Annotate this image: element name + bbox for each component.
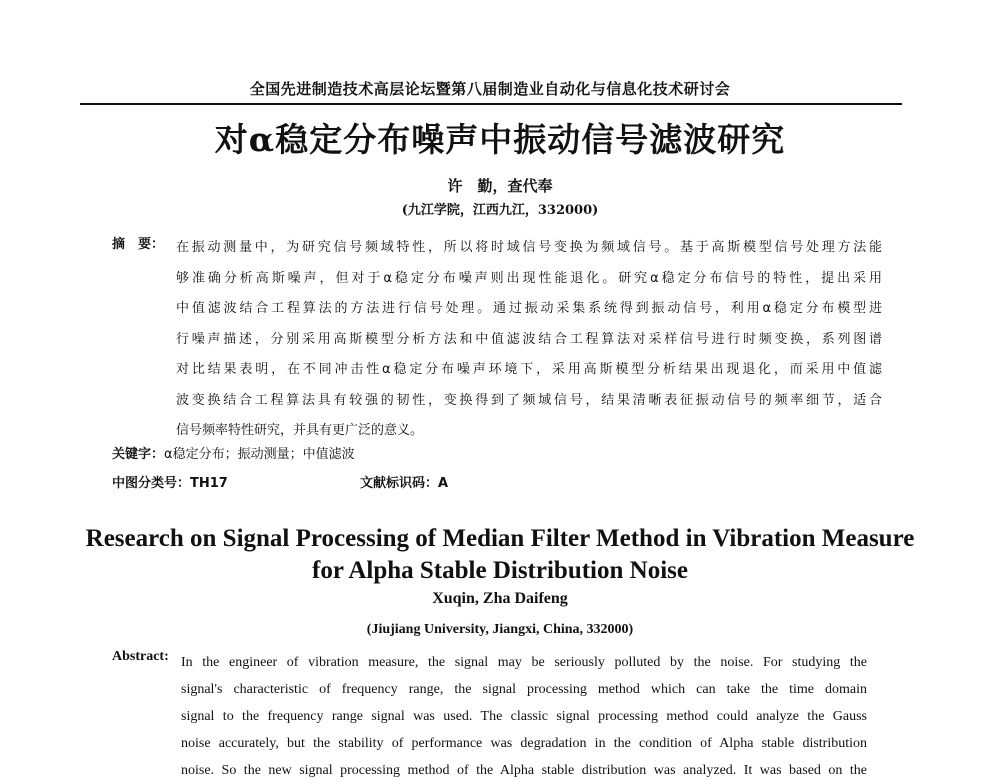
abstract-line: 波变换结合工程算法具有较强的韧性，变换得到了频域信号，结果清晰表征振动信号的频率细节，适合 — [176, 392, 882, 408]
title-english-line2: for Alpha Stable Distribution Noise — [312, 557, 688, 584]
affiliation-english: (Jiujiang University, Jiangxi, China, 332000) — [366, 622, 634, 637]
title-english — [40, 523, 960, 587]
title-chinese: 对α稳定分布噪声中振动信号滤波研究 — [214, 120, 786, 159]
keywords-value: α稳定分布；振动测量；中值滤波 — [164, 447, 355, 462]
abstract-en-line: noise. So the new signal processing method of the Alpha stable distribution was analyzed. It was based on the — [181, 763, 867, 778]
affiliation-chinese: (九江学院，江西九江，332000) — [401, 203, 599, 218]
keywords — [112, 443, 355, 462]
document-code-value: A — [438, 476, 449, 491]
abstract-en-line: signal to the frequency range signal was used. The classic signal processing method could analyze the Gauss — [181, 709, 867, 724]
abstract-label-chinese: 摘 要： — [112, 237, 165, 252]
abstract-line: 信号频率特性研究，并具有更广泛的意义。 — [176, 423, 424, 438]
abstract-en-line: noise accurately, but the stability of performance was degradation in the condition of Alpha stable distribution — [181, 736, 867, 751]
keywords-label: 关键字： — [112, 447, 165, 462]
classification-label: 中图分类号： — [112, 476, 191, 491]
abstract-body-chinese — [176, 233, 882, 447]
abstract-en-line: In the engineer of vibration measure, the signal may be seriously polluted by the noise. For studying the — [181, 655, 867, 670]
abstract-line: 行噪声描述，分别采用高斯模型分析方法和中值滤波结合工程算法对采样信号进行时频变换，系列图谱 — [176, 331, 882, 347]
document-code — [360, 472, 448, 491]
authors-english: Xuqin, Zha Daifeng — [432, 590, 568, 607]
abstract-line: 够准确分析高斯噪声，但对于α稳定分布噪声则出现性能退化。研究α稳定分布信号的特性，提出采用 — [176, 270, 882, 286]
authors-chinese: 许 勤，查代奉 — [447, 177, 553, 195]
classification-value: TH17 — [190, 476, 228, 491]
abstract-line: 对比结果表明，在不同冲击性α稳定分布噪声环境下，采用高斯模型分析结果出现退化，而采用中值滤 — [176, 362, 882, 377]
title-english-line1: Research on Signal Processing of Median Filter Method in Vibration Measure — [85, 525, 915, 552]
classification-number — [112, 472, 228, 491]
abstract-en-line: signal's characteristic of frequency range, the signal processing method which can take the time domain — [181, 682, 867, 697]
conference-header: 全国先进制造技术高层论坛暨第八届制造业自动化与信息化技术研讨会 — [249, 80, 731, 98]
abstract-line: 在振动测量中，为研究信号频域特性，所以将时域信号变换为频域信号。基于高斯模型信号处理方法能 — [176, 240, 882, 255]
document-code-label: 文献标识码： — [360, 476, 439, 491]
header-divider — [80, 103, 902, 105]
abstract-line: 中值滤波结合工程算法的方法进行信号处理。通过振动采集系统得到振动信号，利用α稳定分布模型进 — [176, 301, 882, 316]
abstract-label-english: Abstract: — [112, 649, 169, 664]
abstract-body-english — [181, 649, 867, 784]
